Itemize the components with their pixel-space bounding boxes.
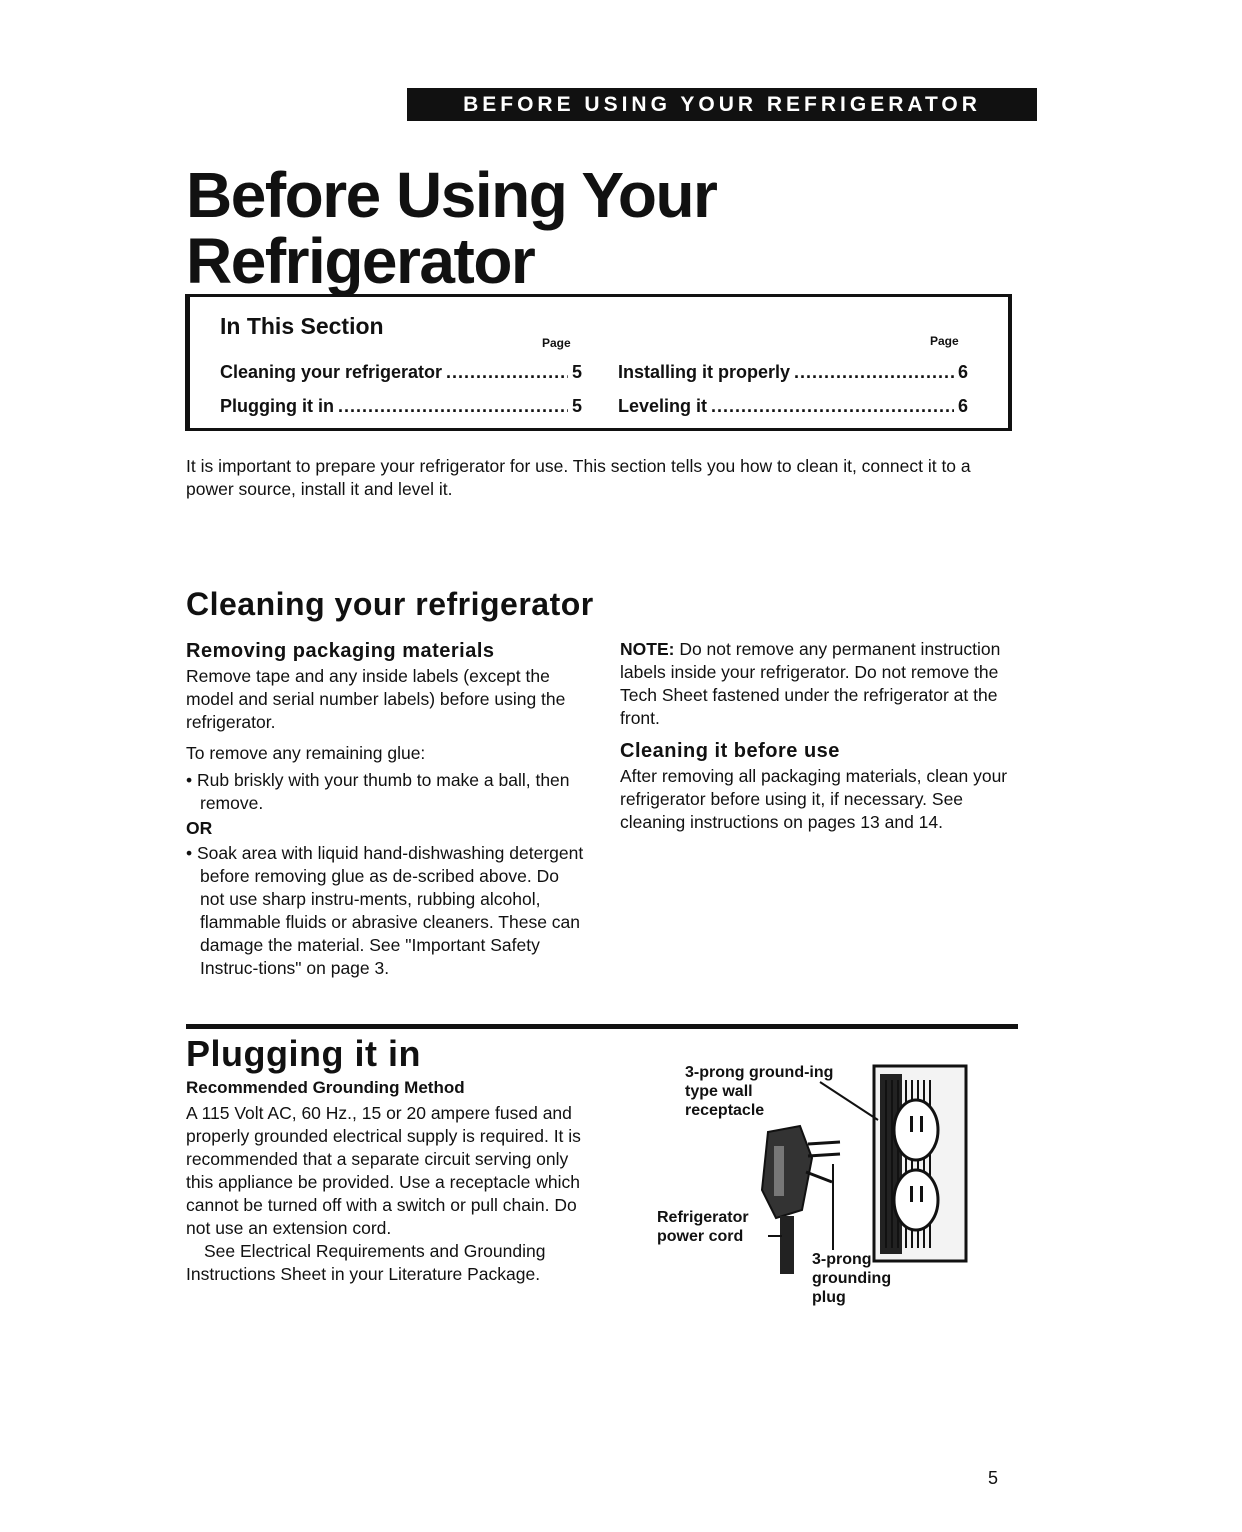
page-title-line2: Refrigerator [186, 225, 535, 297]
grounding-para1: A 115 Volt AC, 60 Hz., 15 or 20 ampere fused and properly grounded electrical supply is required. It is recommended that a separate circuit serving only this appliance be provided. Use a receptacle which cannot be turned off with a switch or pull chain. Do not use an extension cord. [186, 1103, 581, 1238]
callout-cord: Refrigerator power cord [657, 1209, 749, 1245]
toc-item-label: Cleaning your refrigerator [220, 362, 443, 382]
or-label: OR [186, 818, 213, 838]
toc-item-leveling[interactable] [618, 396, 968, 417]
toc-page-label-left: Page [542, 336, 571, 350]
toc-item-label: Leveling it [618, 396, 708, 416]
removing-text: Remove tape and any inside labels (except the model and serial number labels) before using the refrigerator. [186, 666, 566, 732]
grounding-subheading: Recommended Grounding Method [186, 1078, 465, 1097]
toc-item-cleaning[interactable] [220, 362, 582, 383]
note-text: Do not remove any permanent instruction labels inside your refrigerator. Do not remove the Tech Sheet fastened under the refrigerator at the front. [620, 639, 1001, 728]
toc-item-installing[interactable] [618, 362, 968, 383]
toc-page-label-right: Page [930, 334, 959, 348]
toc-item-label: Plugging it in [220, 396, 334, 416]
toc-item-page: 6 [957, 362, 968, 382]
note-column [620, 638, 1015, 834]
section-divider [186, 1024, 1018, 1029]
page-title-line1: Before Using Your [186, 159, 717, 231]
glue-intro: To remove any remaining glue: [186, 743, 426, 763]
plugging-heading: Plugging it in [186, 1033, 421, 1074]
note-label: NOTE: [620, 639, 675, 659]
glue-bullet-rub: • Rub briskly with your thumb to make a ball, then remove. [186, 770, 570, 813]
removing-heading: Removing packaging materials [186, 640, 495, 662]
toc-heading: In This Section [220, 313, 384, 339]
toc-item-page: 6 [957, 396, 968, 416]
toc-item-label: Installing it properly [618, 362, 791, 382]
cleaning-heading: Cleaning your refrigerator [186, 586, 594, 622]
callout-receptacle: 3-prong ground-ing type wall receptacle [685, 1064, 834, 1119]
intro-paragraph: It is important to prepare your refrigerator for use. This section tells you how to clean it, connect it to a power source, install it and level it. [186, 456, 971, 499]
toc-item-page: 5 [571, 362, 582, 382]
callout-plug: 3-prong grounding plug [812, 1251, 892, 1306]
removing-column [186, 640, 586, 980]
toc-item-plugging[interactable] [220, 396, 582, 417]
section-banner: BEFORE USING YOUR REFRIGERATOR [407, 88, 1037, 121]
before-use-text: After removing all packaging materials, clean your refrigerator before using it, if necessary. See cleaning instructions on pages 13 and 14. [620, 766, 1008, 832]
note-paragraph [620, 638, 1015, 730]
page-title [186, 159, 717, 297]
wall-receptacle-icon [874, 1066, 966, 1261]
page-number: 5 [988, 1468, 999, 1488]
toc-item-page: 5 [571, 396, 582, 416]
grounding-para2: See Electrical Requirements and Grounding Instructions Sheet in your Literature Package. [186, 1241, 546, 1284]
before-use-heading: Cleaning it before use [620, 740, 840, 762]
plugging-column [186, 1078, 586, 1286]
glue-bullet-soak: • Soak area with liquid hand-dishwashing detergent before removing glue as de-scribed above. Do not use sharp instru-ments, rubbing alcohol, flammable fluids or abrasive cleaners. These can damage the material. See "Important Safety Instruc-tions" on page 3. [186, 843, 584, 978]
